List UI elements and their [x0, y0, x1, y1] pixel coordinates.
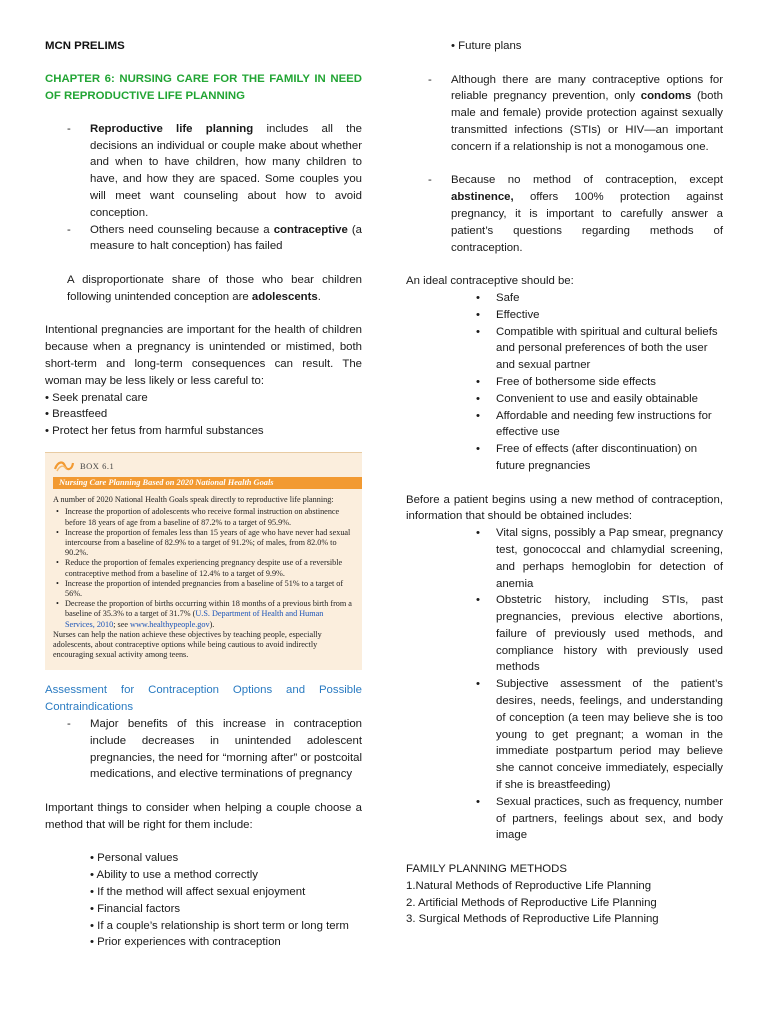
- box-list: [53, 507, 354, 629]
- list-item: • If the method will affect sexual enjoyment: [90, 885, 306, 898]
- para-text: .: [317, 290, 321, 303]
- left-column: [45, 38, 362, 951]
- term-bold: adolescents: [251, 290, 318, 303]
- abstinence-list: [406, 172, 723, 256]
- list-item: • Personal values: [90, 852, 179, 865]
- methods-heading: FAMILY PLANNING METHODS: [406, 863, 567, 876]
- list-item: • Financial factors: [90, 902, 181, 915]
- list-item: • Safe: [406, 290, 723, 307]
- before-intro: Before a patient begins using a new method of contraception, information that should be obtained includes:: [406, 493, 723, 523]
- list-item: • Effective: [406, 307, 723, 324]
- box-6-1: [45, 452, 362, 670]
- list-item: • Free of bothersome side effects: [406, 374, 723, 391]
- list-item: • Subjective assessment of the patient’s desires, needs, feelings, and understanding of conception (a teen may believe she is too young to get pregnant; a woman in the immediate postpartum period may believe she cannot conceive immediately, especially if she is breastfeeding): [406, 676, 723, 794]
- list-item: [45, 222, 362, 256]
- item-text: (both male and female) provide protection against sexually transmitted infections (STIs) or HIV—an important concern if a relationship is not a monogamous one.: [451, 90, 723, 153]
- item-text: Although there are many contraceptive options for reliable pregnancy prevention, only: [451, 73, 723, 103]
- citation-link[interactable]: U.S. Department of Health and Human Services, 2010: [65, 609, 324, 629]
- healthypeople-link[interactable]: www.healthypeople.gov: [130, 619, 210, 629]
- chapter-title: CHAPTER 6: NURSING CARE FOR THE FAMILY IN NEED OF REPRODUCTIVE LIFE PLANNING: [45, 72, 362, 102]
- document-title: MCN PRELIMS: [45, 40, 125, 52]
- list-item: • Seek prenatal care: [45, 391, 148, 404]
- list-item: • Breastfeed: [45, 408, 108, 421]
- list-item: • Reduce the proportion of females experiencing pregnancy despite use of a reversible contraceptive method from a baseline of 12.4% to a target of 9.9%.: [53, 558, 354, 578]
- item-text: (a measure to halt conception) has failed: [90, 223, 362, 253]
- item-text: includes all the decisions an individual or couple make about whether and when to have children, how many children to have, and how they are spaced. Some couples you will meet want counseling about how to avoid conception.: [90, 122, 362, 219]
- item-text: ; see: [113, 619, 131, 629]
- term-bold: contraceptive: [273, 223, 348, 236]
- box-closing: Nurses can help the nation achieve these objectives by teaching people, especially adolescents, about contraceptive options while being cautious to avoid indirectly encouraging sexual activity among teens.: [53, 629, 322, 660]
- list-item: • Sexual practices, such as frequency, number of partners, feelings about sex, and body image: [406, 794, 723, 844]
- item-text: Because no method of contraception, except: [451, 174, 723, 187]
- term-bold: Reproductive life planning: [90, 122, 254, 135]
- list-item: [406, 72, 723, 156]
- item-text: ).: [209, 619, 215, 629]
- method-item: 3. Surgical Methods of Reproductive Life Planning: [406, 913, 659, 926]
- box-title: Nursing Care Planning Based on 2020 National Health Goals: [53, 477, 362, 489]
- term-bold: condoms: [640, 90, 692, 103]
- future-plans-item: • Future plans: [451, 40, 522, 52]
- list-item: - Major benefits of this increase in contraception include decreases in unintended adolescent pregnancies, the need for “morning after” or postcoital medications, and elective terminations of pregnancy: [45, 716, 362, 783]
- box-intro: A number of 2020 National Health Goals speak directly to reproductive life planning:: [53, 495, 334, 505]
- before-list: [406, 525, 723, 844]
- item-text: Others need counseling because a: [90, 223, 274, 236]
- item-text: Decrease the proportion of births occurring within 18 months of a previous birth from a baseline of 35.3% to a target of 31.7% (: [65, 599, 352, 619]
- assessment-list: [45, 716, 362, 783]
- ideal-intro: An ideal contraceptive should be:: [406, 275, 574, 288]
- list-item: • Affordable and needing few instructions for effective use: [406, 408, 723, 442]
- right-column: [406, 38, 723, 928]
- para-text: A disproportionate share of those who bear children following unintended conception are: [67, 273, 362, 303]
- list-item: [45, 121, 362, 222]
- list-item: • Free of effects (after discontinuation) on future pregnancies: [406, 441, 723, 475]
- intentional-paragraph: Intentional pregnancies are important for the health of children because when a pregnancy is unintended or mistimed, both short-term and long-term consequences can result. The woman may be less likely or less careful to:: [45, 324, 362, 387]
- list-item: • If a couple’s relationship is short term or long term: [90, 919, 349, 932]
- list-item: • Protect her fetus from harmful substances: [45, 425, 264, 438]
- considerations-intro: Important things to consider when helping a couple choose a method that will be right for them include:: [45, 801, 362, 831]
- list-item: • Convenient to use and easily obtainable: [406, 391, 723, 408]
- ideal-list: [406, 290, 723, 475]
- swirl-icon: [53, 459, 75, 473]
- intro-list: [45, 121, 362, 255]
- list-item: • Increase the proportion of intended pregnancies from a baseline of 51% to a target of 56%.: [53, 579, 354, 599]
- list-item: • Obstetric history, including STIs, past pregnancies, previous elective abortions, failure of previously used methods, and compliance history with previously used methods: [406, 592, 723, 676]
- considerations-list: [45, 850, 362, 951]
- assessment-heading: Assessment for Contraception Options and Possible Contraindications: [45, 684, 362, 714]
- list-item: • Prior experiences with contraception: [90, 936, 281, 949]
- list-item: • Ability to use a method correctly: [90, 869, 258, 882]
- list-item: • Compatible with spiritual and cultural beliefs and personal preferences of both the user and sexual partner: [406, 324, 723, 374]
- list-item: [53, 599, 354, 630]
- list-item: • Vital signs, possibly a Pap smear, pregnancy test, gonococcal and chlamydial screening, and perhaps hemoglobin for detection of anemia: [406, 525, 723, 592]
- method-item: 2. Artificial Methods of Reproductive Life Planning: [406, 896, 657, 909]
- condoms-list: [406, 72, 723, 156]
- list-item: • Increase the proportion of adolescents who receive formal instruction on abstinence before 18 years of age from a baseline of 87.2% to a target of 95.9%.: [53, 507, 354, 527]
- method-item: 1.Natural Methods of Reproductive Life Planning: [406, 879, 652, 892]
- term-bold: abstinence,: [451, 191, 514, 204]
- list-item: • Increase the proportion of females less than 15 years of age who have never had sexual intercourse from a baseline of 82.9% to a target of 91.2%; of males, from 82.0% to 90.2%.: [53, 528, 354, 559]
- list-item: [406, 172, 723, 256]
- box-label: BOX 6.1: [80, 460, 115, 471]
- box-header: [53, 459, 354, 473]
- item-text: offers 100% protection against pregnancy, it is important to carefully answer a patient’s questions regarding methods of contraception.: [451, 191, 723, 254]
- adolescents-paragraph: [45, 272, 362, 306]
